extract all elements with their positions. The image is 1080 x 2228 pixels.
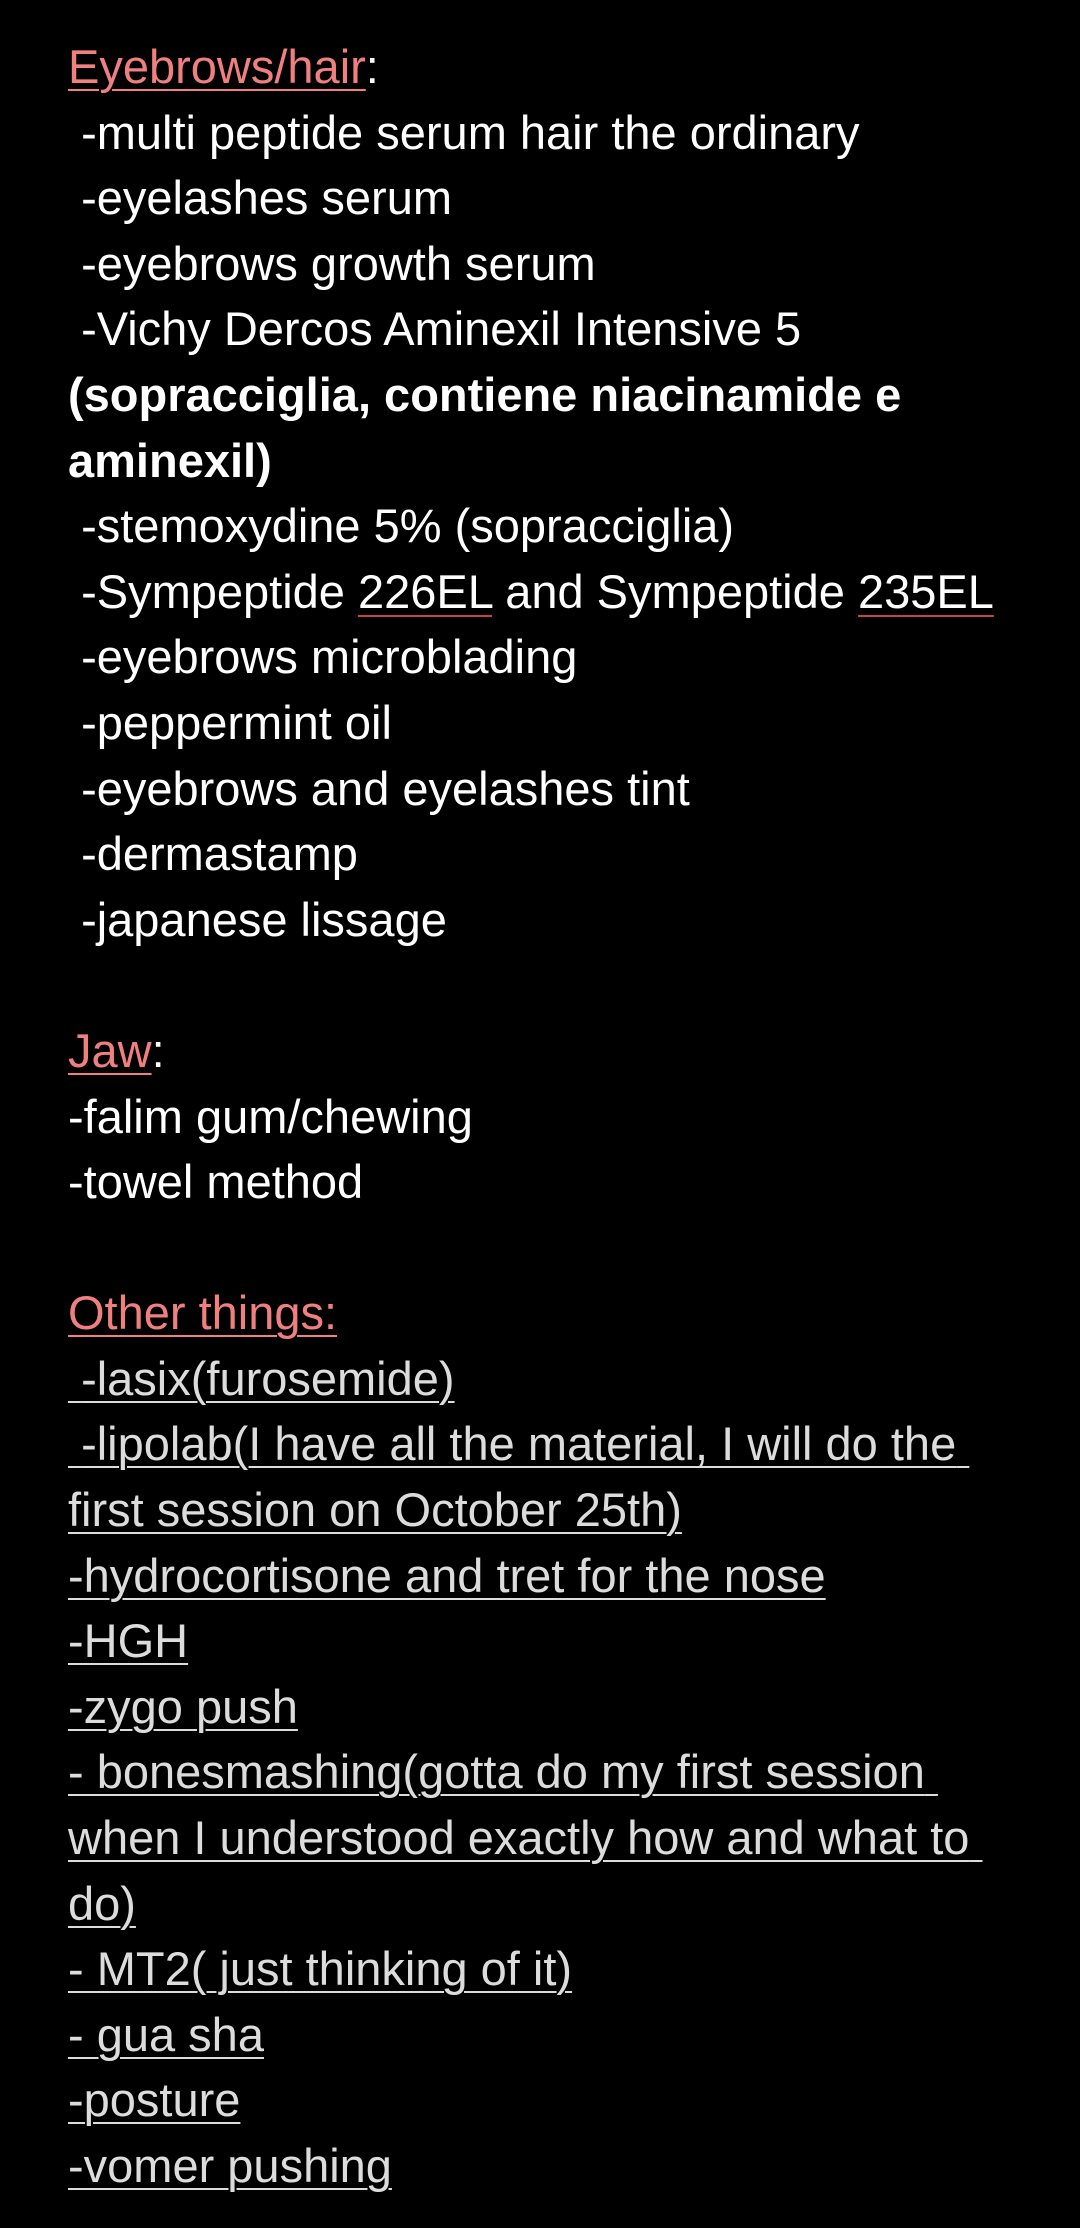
note-line-jaw-0: -falim gum/chewing xyxy=(68,1089,473,1143)
note-line-other-6 xyxy=(68,1936,1028,2002)
heading-colon: : xyxy=(151,1023,165,1077)
other-item-text: -posture xyxy=(68,2073,241,2127)
note-line-other-3 xyxy=(68,1608,1028,1674)
note-line-other-9 xyxy=(68,2133,1028,2199)
note-line-other-8 xyxy=(68,2067,1028,2133)
note-body[interactable] xyxy=(68,34,1028,2199)
other-item-text: - bonesmashing(gotta do my first session when I understood exactly how and what to do) xyxy=(68,1745,983,1930)
note-line-eyebrows-5 xyxy=(68,559,1028,625)
section-header-jaw xyxy=(68,1018,1028,1084)
blank-line xyxy=(68,1215,1028,1281)
note-line-eyebrows-4: -stemoxydine 5% (sopracciglia) xyxy=(68,499,735,553)
note-line-eyebrows-0: -multi peptide serum hair the ordinary xyxy=(68,105,860,159)
note-line-eyebrows-3: -Vichy Dercos Aminexil Intensive 5 xyxy=(68,302,802,356)
heading-jaw: Jaw xyxy=(68,1023,152,1077)
spellcheck-word: 226EL xyxy=(357,564,493,618)
other-item-text: -vomer pushing xyxy=(68,2139,392,2192)
note-line-eyebrows-8: -eyebrows and eyelashes tint xyxy=(68,761,690,815)
note-line-eyebrows-2: -eyebrows growth serum xyxy=(68,236,596,290)
section-header-eyebrows xyxy=(68,34,1028,100)
other-item-text: -lipolab(I have all the material, I will do the first session on October 25th) xyxy=(68,1417,970,1537)
blank-line xyxy=(68,952,1028,1018)
note-line-other-5 xyxy=(68,1739,1028,1936)
note-line-other-2 xyxy=(68,1543,1028,1609)
note-text: -Sympeptide xyxy=(68,564,358,618)
note-line-eyebrows-9: -dermastamp xyxy=(68,827,358,881)
heading-eyebrows-hair: Eyebrows/hair xyxy=(68,40,366,93)
other-item-text: -HGH xyxy=(68,1614,189,1668)
other-item-text: - gua sha xyxy=(68,2007,264,2061)
other-item-text: - MT2( just thinking of it) xyxy=(68,1942,573,1996)
spellcheck-word: 235EL xyxy=(857,564,994,618)
other-item-text: -lasix(furosemide) xyxy=(68,1351,455,1405)
note-line-eyebrows-1: -eyelashes serum xyxy=(68,171,452,225)
note-line-jaw-1: -towel method xyxy=(68,1155,364,1209)
note-line-eyebrows-6: -eyebrows microblading xyxy=(68,630,578,684)
heading-other-things: Other things: xyxy=(68,1286,338,1340)
note-text: and Sympeptide xyxy=(492,564,858,618)
note-line-other-7 xyxy=(68,2002,1028,2068)
note-line-other-4 xyxy=(68,1674,1028,1740)
heading-colon: : xyxy=(365,40,379,93)
note-line-eyebrows-7: -peppermint oil xyxy=(68,695,392,749)
note-line-other-1 xyxy=(68,1411,1028,1542)
note-line-eyebrows-3-bold: (sopracciglia, contiene niacinamide e aminexil) xyxy=(68,367,915,487)
note-line-other-0 xyxy=(68,1346,1028,1412)
other-item-text: -hydrocortisone and tret for the nose xyxy=(68,1548,826,1602)
section-header-other xyxy=(68,1280,1028,1346)
note-line-eyebrows-10: -japanese lissage xyxy=(68,892,447,946)
other-item-text: -zygo push xyxy=(68,1679,298,1733)
